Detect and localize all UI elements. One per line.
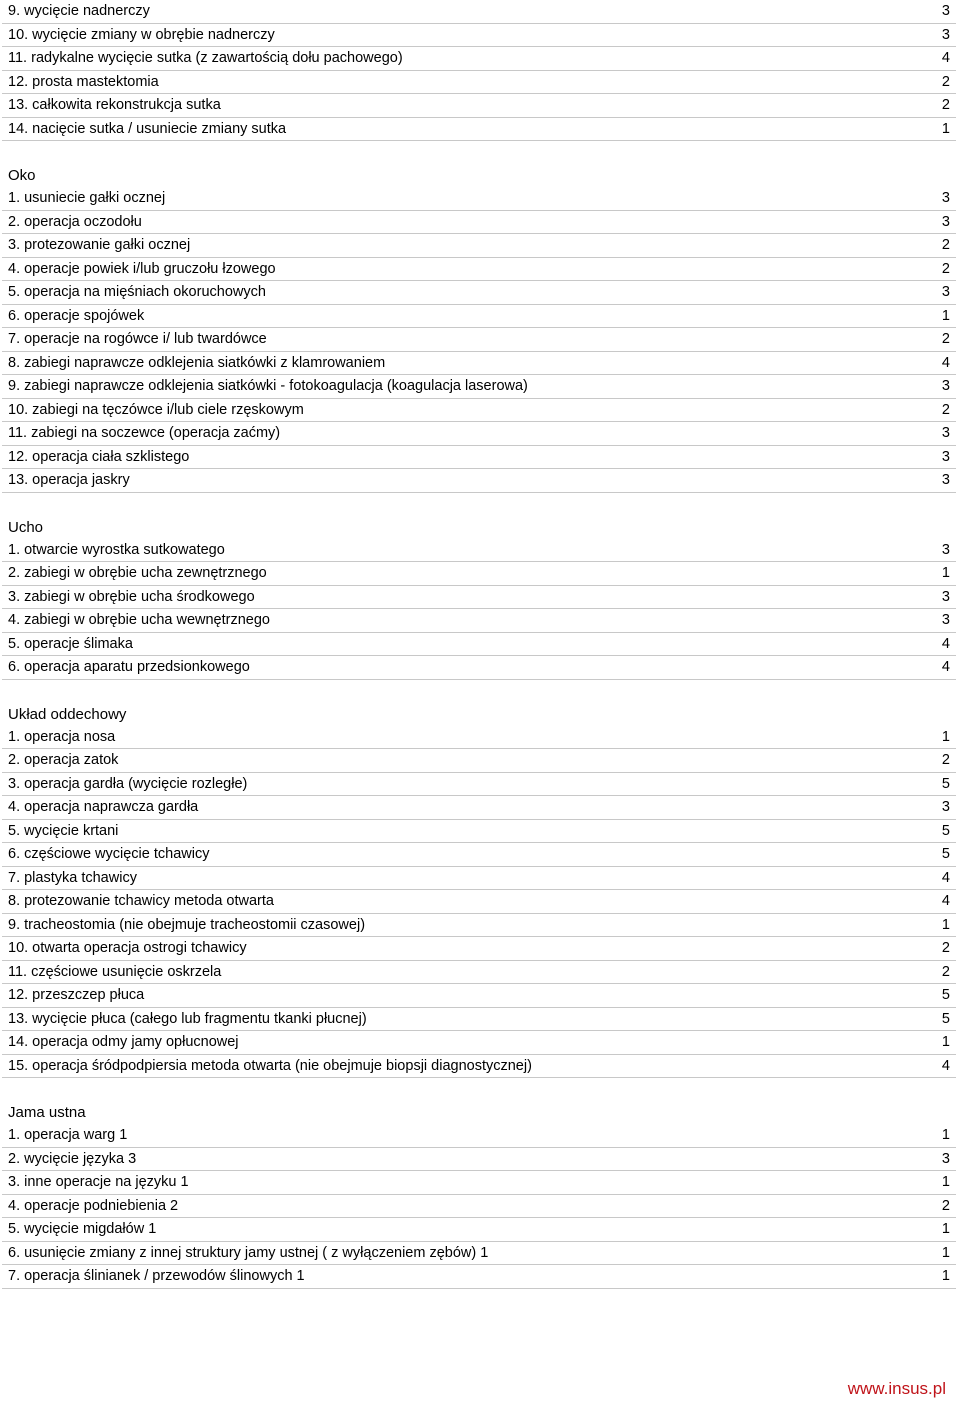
procedure-value: 1: [941, 1221, 950, 1237]
procedure-label: 13. operacja jaskry: [8, 472, 130, 488]
section-układ-oddechowy: [0, 702, 960, 1079]
procedure-value: 3: [941, 284, 950, 300]
procedure-label: 6. operacje spojówek: [8, 307, 145, 324]
procedure-value: 2: [941, 73, 950, 90]
procedure-value: 3: [941, 190, 950, 206]
table-row: [2, 586, 956, 610]
section-heading: Jama ustna: [8, 1104, 86, 1121]
procedure-value: 3: [941, 612, 950, 628]
procedure-label: 13. całkowita rekonstrukcja sutka: [8, 97, 221, 113]
procedure-label: 3. zabiegi w obrębie ucha środkowego: [8, 588, 255, 605]
procedure-value: 4: [941, 659, 950, 675]
table-row: [2, 94, 956, 118]
footer-website-link[interactable]: www.insus.pl: [847, 1379, 946, 1398]
procedure-label: 5. operacje ślimaka: [8, 635, 133, 652]
procedure-label: 4. zabiegi w obrębie ucha wewnętrznego: [8, 612, 270, 628]
procedure-value: 4: [941, 893, 950, 909]
procedure-label: 1. operacja warg 1: [8, 1127, 128, 1143]
procedure-label: 7. operacje na rogówce i/ lub twardówce: [8, 331, 267, 347]
table-row: [2, 539, 956, 563]
section-jama-ustna: [0, 1100, 960, 1289]
table-row: [2, 422, 956, 446]
procedure-value: 3: [941, 26, 950, 43]
table-row: [2, 305, 956, 329]
procedure-value: 4: [941, 354, 950, 371]
table-row: [2, 1148, 956, 1172]
procedure-label: 1. operacja nosa: [8, 728, 116, 745]
table-row: [2, 1055, 956, 1079]
table-row: [2, 469, 956, 493]
table-row: [2, 211, 956, 235]
procedure-value: 1: [941, 120, 950, 137]
procedure-label: 4. operacje podniebienia 2: [8, 1197, 179, 1214]
procedure-label: 11. radykalne wycięcie sutka (z zawartością dołu pachowego): [8, 50, 403, 66]
table-row: [2, 24, 956, 48]
section-heading: Układ oddechowy: [8, 705, 127, 723]
table-row: [2, 726, 956, 750]
table-row: [2, 867, 956, 891]
section-continued: [0, 0, 960, 141]
procedure-value: 4: [941, 635, 950, 652]
procedure-value: 2: [941, 401, 950, 418]
procedure-value: 5: [941, 1010, 950, 1027]
procedure-label: 4. operacje powiek i/lub gruczołu łzowego: [8, 260, 276, 277]
procedure-value: 1: [941, 565, 950, 581]
table-row: [2, 1031, 956, 1055]
table-row: [2, 0, 956, 24]
table-row: [2, 890, 956, 914]
procedure-label: 5. operacja na mięśniach okoruchowych: [8, 284, 266, 300]
table-row: [2, 118, 956, 142]
procedure-value: 1: [941, 1268, 950, 1284]
procedure-value: 3: [941, 425, 950, 441]
procedure-label: 3. protezowanie gałki ocznej: [8, 237, 191, 253]
table-row: [2, 633, 956, 657]
procedure-label: 3. operacja gardła (wycięcie rozległe): [8, 775, 248, 792]
table-row: [2, 446, 956, 470]
procedure-label: 2. operacja oczodołu: [8, 213, 142, 230]
procedure-value: 3: [941, 1150, 950, 1167]
procedure-value: 4: [941, 1057, 950, 1074]
procedure-value: 3: [941, 799, 950, 815]
procedure-value: 1: [941, 307, 950, 324]
procedure-label: 10. zabiegi na tęczówce i/lub ciele rzęskowym: [8, 401, 304, 418]
table-row: [2, 843, 956, 867]
procedure-value: 5: [941, 846, 950, 862]
procedure-label: 12. operacja ciała szklistego: [8, 448, 190, 465]
procedure-value: 4: [941, 50, 950, 66]
procedure-value: 5: [941, 775, 950, 792]
procedure-value: 3: [941, 448, 950, 465]
procedure-value: 1: [941, 1244, 950, 1261]
table-row: [2, 1242, 956, 1266]
table-row: [2, 937, 956, 961]
table-row: [2, 71, 956, 95]
procedure-label: 14. nacięcie sutka / usuniecie zmiany sutka: [8, 120, 287, 137]
procedure-label: 5. wycięcie krtani: [8, 822, 119, 839]
procedure-label: 2. operacja zatok: [8, 752, 119, 768]
procedure-label: 3. inne operacje na języku 1: [8, 1174, 189, 1190]
table-row: [2, 47, 956, 71]
table-row: [2, 1124, 956, 1148]
table-row: [2, 562, 956, 586]
table-row: [2, 1265, 956, 1289]
table-row: [2, 1195, 956, 1219]
table-row: [2, 820, 956, 844]
procedure-value: 2: [941, 1197, 950, 1214]
procedure-label: 10. wycięcie zmiany w obrębie nadnerczy: [8, 26, 275, 43]
table-row: [2, 328, 956, 352]
procedure-label: 4. operacja naprawcza gardła: [8, 799, 199, 815]
table-row: [2, 399, 956, 423]
procedure-label: 10. otwarta operacja ostrogi tchawicy: [8, 940, 247, 956]
procedure-label: 14. operacja odmy jamy opłucnowej: [8, 1034, 239, 1050]
procedure-value: 1: [941, 1174, 950, 1190]
procedure-label: 7. operacja ślinianek / przewodów ślinowych 1: [8, 1268, 305, 1284]
procedure-value: 5: [941, 822, 950, 839]
table-row: [2, 281, 956, 305]
procedure-value: 3: [941, 588, 950, 605]
section-heading: Ucho: [8, 518, 44, 536]
table-row: [2, 352, 956, 376]
procedure-label: 7. plastyka tchawicy: [8, 869, 137, 886]
procedure-value: 2: [941, 97, 950, 113]
procedure-label: 6. operacja aparatu przedsionkowego: [8, 659, 250, 675]
procedure-value: 3: [941, 3, 950, 19]
table-row: [2, 914, 956, 938]
section-ucho: [0, 515, 960, 680]
table-row: [2, 1171, 956, 1195]
procedure-label: 11. zabiegi na soczewce (operacja zaćmy): [8, 425, 281, 441]
procedure-label: 11. częściowe usunięcie oskrzela: [8, 963, 222, 980]
procedure-label: 12. prosta mastektomia: [8, 73, 159, 90]
table-row: [2, 656, 956, 680]
table-row: [2, 796, 956, 820]
procedure-label: 2. zabiegi w obrębie ucha zewnętrznego: [8, 565, 267, 581]
table-row: [2, 375, 956, 399]
procedure-value: 2: [941, 940, 950, 956]
procedure-value: 1: [941, 1034, 950, 1050]
table-row: [2, 984, 956, 1008]
procedure-label: 1. otwarcie wyrostka sutkowatego: [8, 541, 225, 558]
procedure-label: 6. usunięcie zmiany z innej struktury jamy ustnej ( z wyłączeniem zębów) 1: [8, 1244, 489, 1261]
section-oko: [0, 163, 960, 493]
table-row: [2, 961, 956, 985]
procedure-label: 5. wycięcie migdałów 1: [8, 1221, 157, 1237]
procedure-value: 2: [941, 752, 950, 768]
table-row: [2, 749, 956, 773]
procedure-label: 12. przeszczep płuca: [8, 987, 145, 1003]
procedure-value: 3: [941, 472, 950, 488]
procedure-value: 4: [941, 869, 950, 886]
procedure-value: 2: [941, 963, 950, 980]
procedure-value: 3: [941, 213, 950, 230]
procedure-value: 2: [941, 331, 950, 347]
procedure-label: 9. tracheostomia (nie obejmuje tracheostomii czasowej): [8, 916, 366, 933]
procedure-value: 3: [941, 541, 950, 558]
table-row: [2, 773, 956, 797]
procedure-value: 1: [941, 916, 950, 933]
procedure-label: 6. częściowe wycięcie tchawicy: [8, 846, 210, 862]
table-row: [2, 187, 956, 211]
procedure-label: 8. zabiegi naprawcze odklejenia siatkówki z klamrowaniem: [8, 354, 386, 371]
procedure-value: 1: [941, 728, 950, 745]
table-row: [2, 1218, 956, 1242]
procedure-label: 13. wycięcie płuca (całego lub fragmentu tkanki płucnej): [8, 1010, 367, 1027]
table-row: [2, 234, 956, 258]
procedure-label: 8. protezowanie tchawicy metoda otwarta: [8, 893, 274, 909]
procedure-label: 1. usuniecie gałki ocznej: [8, 190, 166, 206]
procedure-label: 15. operacja śródpodpiersia metoda otwarta (nie obejmuje biopsji diagnostycznej): [8, 1057, 532, 1074]
procedure-value: 1: [941, 1127, 950, 1143]
procedure-value: 2: [941, 237, 950, 253]
procedure-label: 9. zabiegi naprawcze odklejenia siatkówki - fotokoagulacja (koagulacja laserowa): [8, 378, 528, 394]
table-row: [2, 609, 956, 633]
procedure-value: 3: [941, 378, 950, 394]
procedure-label: 9. wycięcie nadnerczy: [8, 3, 150, 19]
procedure-value: 5: [941, 987, 950, 1003]
table-row: [2, 258, 956, 282]
table-row: [2, 1008, 956, 1032]
procedure-value: 2: [941, 260, 950, 277]
section-heading: Oko: [8, 167, 36, 184]
procedure-label: 2. wycięcie języka 3: [8, 1150, 137, 1167]
